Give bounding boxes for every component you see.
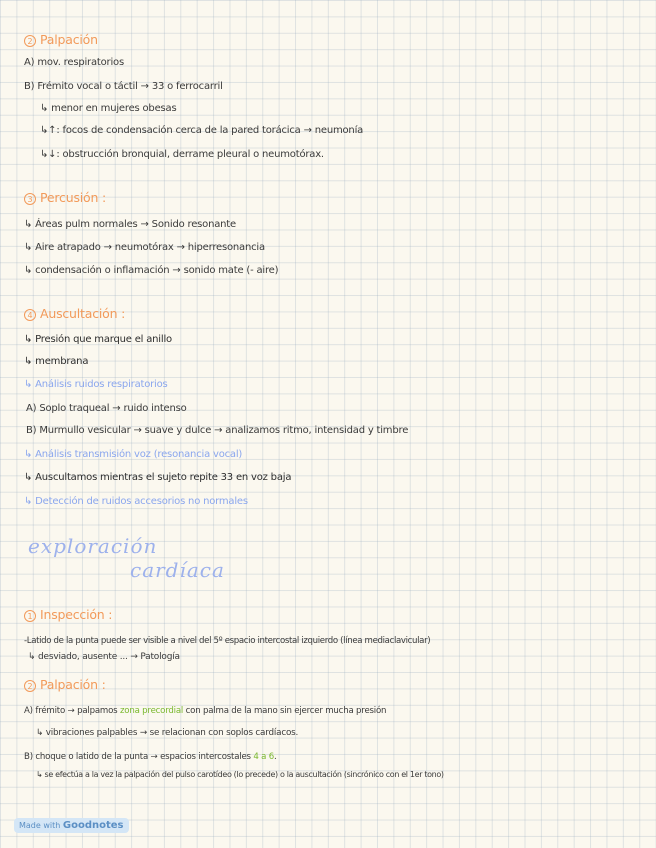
note-line: ↳ Auscultamos mientras el sujeto repite 33 en voz baja: [24, 472, 292, 483]
heading-cardiaca: cardíaca: [130, 558, 225, 582]
note-line: ↳ se efectúa a la vez la palpación del pulso carotídeo (lo precede) o la auscultación (sincrónico con el 1er tono): [36, 770, 444, 779]
highlighted-term: 4 a 6: [253, 752, 275, 762]
section-title: Percusión :: [40, 190, 106, 205]
section-number: 2: [24, 680, 36, 692]
note-line: ↳↑: focos de condensación cerca de la pared torácica → neumonía: [40, 125, 364, 136]
text-segment: A) frémito → palpamos: [24, 706, 120, 716]
section-heading-inspeccion: [24, 609, 112, 622]
note-line: ↳ desviado, ausente ... → Patología: [28, 652, 180, 662]
note-line-blue: ↳ Análisis ruidos respiratorios: [24, 379, 168, 390]
note-line: ↳ menor en mujeres obesas: [40, 103, 177, 114]
note-line: ↳ Aire atrapado → neumotórax → hiperresonancia: [24, 242, 265, 253]
text-segment: .: [274, 752, 277, 762]
heading-exploracion: exploración: [28, 534, 158, 558]
section-heading-palpacion-cardiaca: [24, 679, 106, 692]
goodnotes-badge: [14, 818, 129, 833]
note-line: [24, 751, 277, 763]
note-line: B) Frémito vocal o táctil → 33 o ferrocarril: [24, 81, 223, 92]
note-line: ↳↓: obstrucción bronquial, derrame pleural o neumotórax.: [40, 149, 324, 160]
note-line: B) Murmullo vesicular → suave y dulce → analizamos ritmo, intensidad y timbre: [26, 425, 409, 436]
badge-prefix: Made with: [19, 821, 61, 830]
note-line: ↳ Áreas pulm normales → Sonido resonante: [24, 219, 236, 230]
section-heading-auscultacion: [24, 308, 125, 321]
note-line: -Latido de la punta puede ser visible a nivel del 5º espacio intercostal izquierdo (línea mediaclavicular): [24, 636, 431, 646]
badge-brand: Goodnotes: [62, 820, 124, 831]
section-number: 2: [24, 35, 36, 47]
note-line: [24, 705, 386, 717]
note-line: ↳ membrana: [24, 356, 89, 367]
section-number: 1: [24, 610, 36, 622]
section-heading-percusion: [24, 192, 106, 205]
section-number: 4: [24, 309, 36, 321]
section-title: Palpación: [40, 32, 98, 47]
note-line: ↳ condensación o inflamación → sonido mate (- aire): [24, 265, 279, 276]
note-line-blue: ↳ Detección de ruidos accesorios no normales: [24, 496, 248, 507]
section-title: Auscultación :: [40, 306, 126, 321]
section-heading-palpacion: [24, 34, 98, 47]
note-line: ↳ Presión que marque el anillo: [24, 334, 172, 345]
highlighted-term: zona precordial: [119, 706, 184, 716]
note-line: A) mov. respiratorios: [24, 57, 124, 68]
note-line-blue: ↳ Análisis transmisión voz (resonancia vocal): [24, 449, 243, 460]
note-line: ↳ vibraciones palpables → se relacionan con soplos cardíacos.: [36, 728, 299, 738]
text-segment: B) choque o latido de la punta → espacios intercostales: [24, 752, 254, 762]
text-segment: con palma de la mano sin ejercer mucha presión: [183, 706, 387, 716]
section-number: 3: [24, 193, 36, 205]
note-line: A) Soplo traqueal → ruido intenso: [26, 403, 187, 414]
section-title: Palpación :: [40, 677, 106, 692]
section-title: Inspección :: [40, 607, 113, 622]
